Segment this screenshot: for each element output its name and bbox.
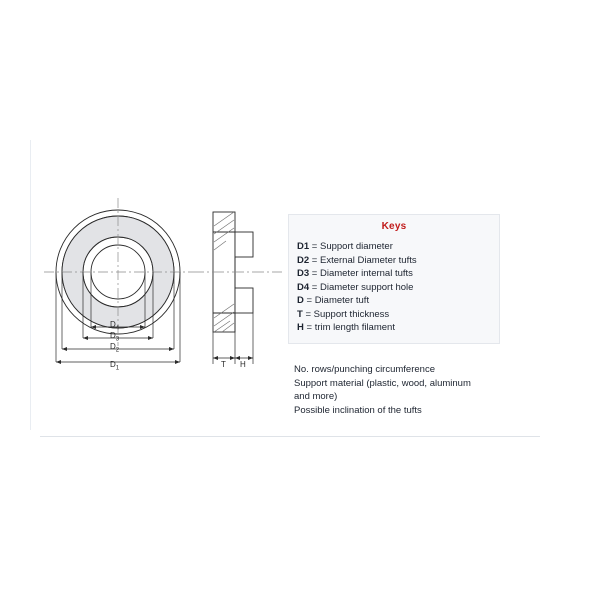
label-t: T [221, 360, 226, 369]
label-h: H [240, 360, 246, 369]
keys-item-definition: = Support thickness [302, 308, 390, 320]
keys-item-symbol: T [297, 308, 303, 320]
keys-title: Keys [381, 221, 407, 232]
keys-item-symbol: D4 [297, 281, 310, 293]
keys-item-symbol: H [297, 322, 304, 333]
keys-item-symbol: D3 [297, 268, 310, 279]
keys-item [297, 267, 491, 281]
keys-list [297, 240, 491, 335]
keys-item [297, 321, 491, 335]
keys-item-symbol: D1 [297, 241, 310, 252]
keys-item-symbol: D2 [297, 254, 310, 266]
note-line: Support material (plastic, wood, aluminum [294, 377, 471, 389]
keys-item-definition: = External Diameter tufts [309, 254, 417, 266]
keys-item-symbol: D [297, 295, 304, 306]
keys-item-definition: = trim length filament [303, 322, 395, 333]
note-line: No. rows/punching circumference [294, 364, 435, 375]
keys-panel [288, 214, 500, 344]
label-d3: $D_3$ [110, 331, 120, 343]
label-d1: $D_1$ [110, 360, 120, 372]
keys-item [297, 308, 491, 322]
keys-item-definition: = Diameter support hole [309, 281, 414, 293]
keys-item [297, 240, 491, 254]
note-line: Possible inclination of the tufts [294, 404, 422, 416]
keys-item-definition: = Support diameter [309, 241, 393, 252]
keys-item [297, 281, 491, 295]
label-d2: $D_2$ [110, 342, 120, 354]
keys-item [297, 254, 491, 268]
label-d4: $D_4$ [110, 320, 120, 332]
keys-item [297, 294, 491, 308]
keys-item-definition: = Diameter tuft [303, 295, 370, 306]
note-line: and more) [294, 391, 338, 402]
keys-item-definition: = Diameter internal tufts [309, 268, 413, 279]
notes-block [294, 363, 524, 417]
